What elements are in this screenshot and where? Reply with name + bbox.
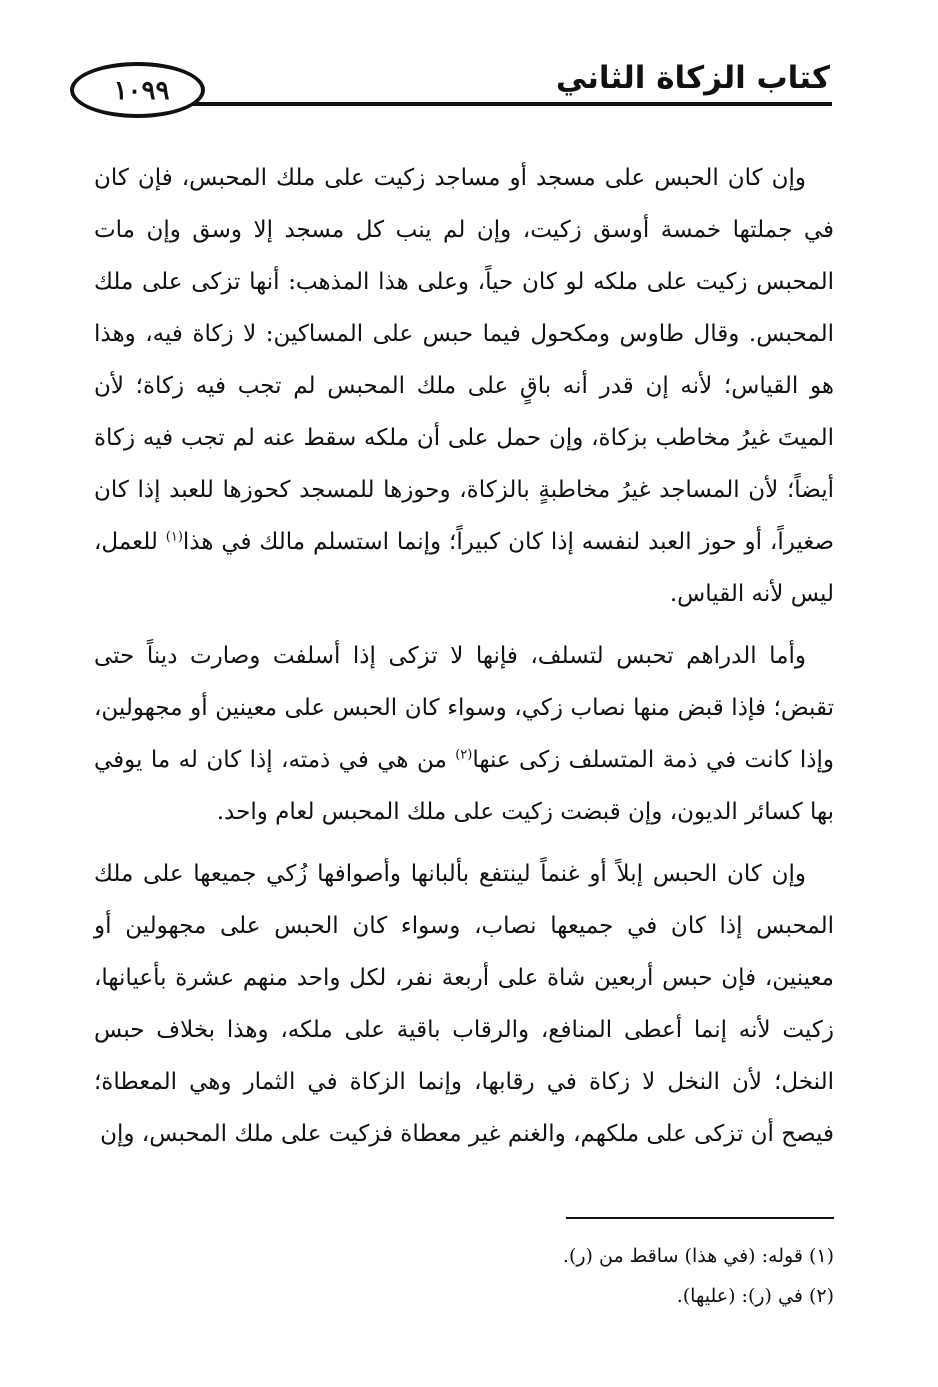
paragraph-3: وإن كان الحبس إبلاً أو غنماً لينتفع بألبانها وأصوافها زُكي جميعها على ملك المحبس إذا كان في جميعها نصاب، وسواء كان الحبس على مجهولين أو معينين، فإن حبس أربعين شاة على أربعة نفر، لكل واحد منهم عشرة بأعيانها، زكيت لأنه إنما أعطى المنافع، والرقاب باقية على ملكه، وهذا بخلاف حبس النخل؛ لأن النخل لا زكاة في رقابها، وإنما الزكاة في الثمار وهي المعطاة؛ فيصح أن تزكى على ملكهم، والغنم غير معطاة فزكيت على ملك المحبس، وإن [94,861,834,1147]
footnote-2: (٢) في (ر): (عليها). [676,1285,834,1307]
paragraph-1-text-end: للعمل، ليس لأنه القياس. [94,529,834,607]
header-rule [192,102,832,106]
footnote-ref-2: (٢) [455,747,473,763]
paragraph-2-text: وأما الدراهم تحبس لتسلف، فإنها لا تزكى إذا أسلفت وصارت ديناً حتى تقبض؛ فإذا قبض منها نصاب زكي، وسواء كان الحبس على معينين أو مجهولين، وإذا كانت في ذمة المتسلف زكى عنها [94,643,834,773]
paragraph-2 [94,630,834,838]
page-header [70,62,830,124]
paragraph-2-text-end: من هي في ذمته، إذا كان له ما يوفي بها كسائر الديون، وإن قبضت زكيت على ملك المحبس لعام واحد. [94,747,834,825]
footnote-separator [566,1217,834,1219]
footnotes [94,1236,834,1316]
main-text [94,152,834,1170]
page-number-badge [70,62,205,118]
paragraph-1 [94,152,834,620]
page-number: ١٠٩٩ [113,76,170,106]
book-title: كتاب الزكاة الثاني [542,60,830,96]
footnote-ref-1: (١) [165,529,183,545]
paragraph-1-text: وإن كان الحبس على مسجد أو مساجد زكيت على ملك المحبس، فإن كان في جملتها خمسة أوسق زكيت، وإن لم ينب كل مسجد إلا وسق وإن مات المحبس زكيت على ملكه لو كان حياً، وعلى هذا المذهب: أنها تزكى على ملك المحبس. وقال طاوس ومكحول فيما حبس على المساكين: لا زكاة فيه، وهذا هو القياس؛ لأنه إن قدر أنه باقٍ على ملك المحبس لم تجب فيه زكاة؛ لأن الميتَ غيرُ مخاطب بزكاة، وإن حمل على أن ملكه سقط عنه لم تجب فيه زكاة أيضاً؛ لأن المساجد غيرُ مخاطبةٍ بالزكاة، وحوزها للمسجد كحوزها للعبد إذا كان صغيراً، أو حوز العبد لنفسه إذا كان كبيراً؛ وإنما استسلم مالك في هذا [94,165,834,555]
footnote-1: (١) قوله: (في هذا) ساقط من (ر). [562,1245,834,1267]
